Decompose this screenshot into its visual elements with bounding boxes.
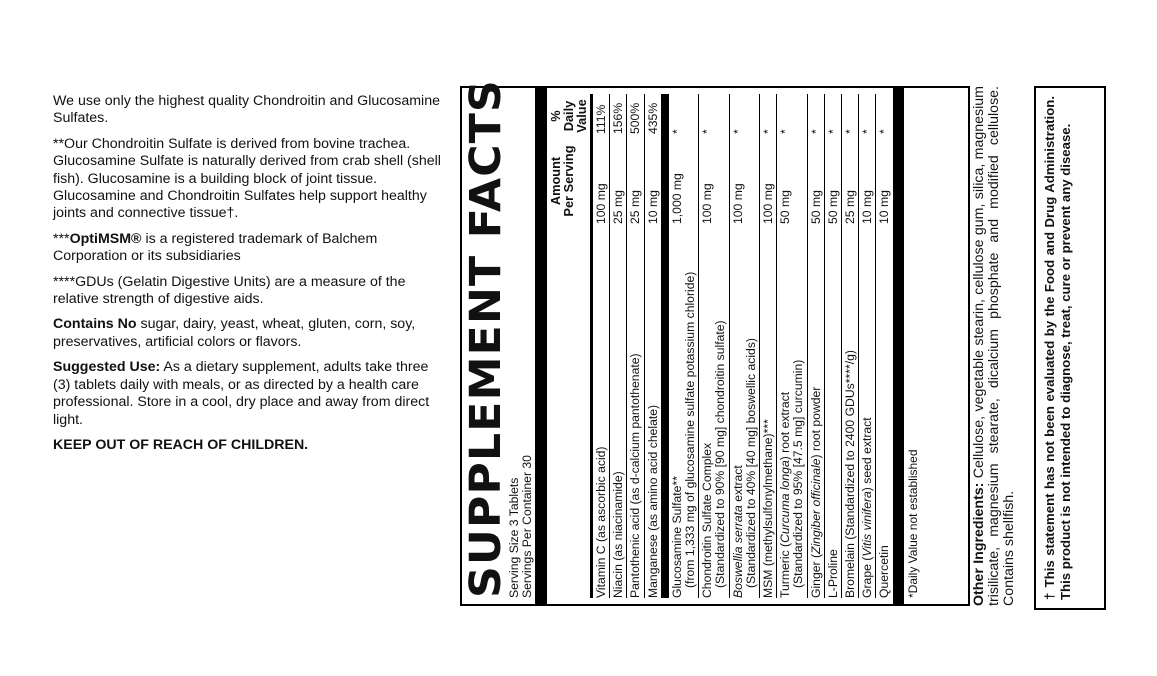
amount-header: Amount Per Serving [548,145,576,217]
table-row: Chondroitin Sulfate Complex (Standardized to 90% [90 mg] chondroitin sulfate) 100 mg * [699,94,729,598]
warning: KEEP OUT OF REACH OF CHILDREN. [53,436,309,453]
table-row: Glucosamine Sulfate** (from 1,333 mg of glucosamine sulfate potassium chloride) 1,000 mg * [669,94,699,598]
serving-size: Serving Size 3 Tablets [507,477,521,598]
table-row: Boswellia serrata extract (Standardized to 40% [40 mg] boswellic acids) 100 mg * [730,94,760,598]
contains-no: Contains No sugar, dairy, yeast, wheat, gluten, corn, soy, preservatives, artificial colors or flavors. [53,316,416,350]
table-row: Vitamin C (as ascorbic acid) 100 mg 111% [593,94,610,598]
table-row: Manganese (as amino acid chelate) 10 mg 435% [645,94,669,598]
divider-bar [893,88,904,604]
source-statement: **Our Chondroitin Sulfate is derived from bovine trachea. Glucosamine Sulfate is naturally derived from crab shell (shell fish). Glucosamine is a building block of joint tissue. Glucosamine and Chondroitin Sulfates help support healthy joints and connective tissue†. [53,135,441,222]
table-row: MSM (methylsulfonylmethane)*** 100 mg * [760,94,777,598]
quality-statement: We use only the highest quality Chondroitin and Glucosamine Sulfates. [53,93,440,127]
supplement-facts-panel [460,79,970,606]
table-row: Pantothenic acid (as d-calcium pantothenate) 25 mg 500% [627,94,644,598]
table-header [547,94,593,598]
fda-disclaimer-wrapper [1034,86,1106,610]
table-row: Grape (Vitis vinifera) seed extract 10 mg * [859,94,876,598]
table-row: Ginger (Zingiber officinale) root powder 50 mg * [808,94,825,598]
servings-per-container: Servings Per Container 30 [519,455,534,598]
divider-bar [535,88,547,604]
supplement-facts-wrapper [460,79,970,606]
table-row: L-Proline 50 mg * [825,94,842,598]
dv-header: % Daily Value [548,99,589,133]
table-row: Quercetin 10 mg * [877,129,892,598]
fda-disclaimer: † This statement has not been evaluated by the Food and Drug Administration. This product is not intended to diagnose, treat, cure or prevent any disease. [1034,86,1106,610]
table-row: Bromelain (Standardized to 2400 GDUs****/g) 25 mg * [842,94,859,598]
product-info-text [53,93,448,462]
table-row: Turmeric (Curcuma longa) root extract (Standardized to 95% [47.5 mg] curcumin) 50 mg * [777,94,807,598]
trademark-note: ***OptiMSM® is a registered trademark of Balchem Corporation or its subsidiaries [53,230,378,265]
gdu-note: ****GDUs (Gelatin Digestive Units) are a measure of the relative strength of digestive aids. [53,273,406,308]
panel-title: SUPPLEMENT FACTS [461,79,511,598]
footnote: *Daily Value not established [905,449,920,598]
other-ingredients: Other Ingredients: Cellulose, vegetable stearin, cellulose gum, silica, magnesium trisilicate, magnesium stearate, dicalcium phosphate and modified cellulose. Contains shellfish. [971,86,1018,606]
table-row: Niacin (as niacinamide) 25 mg 156% [610,94,627,598]
suggested-use: Suggested Use: As a dietary supplement, adults take three (3) tablets daily with meals, or as directed by a health care professional. Store in a cool, dry place and away from direct light. [53,359,430,428]
other-ingredients-wrapper [972,86,1024,606]
